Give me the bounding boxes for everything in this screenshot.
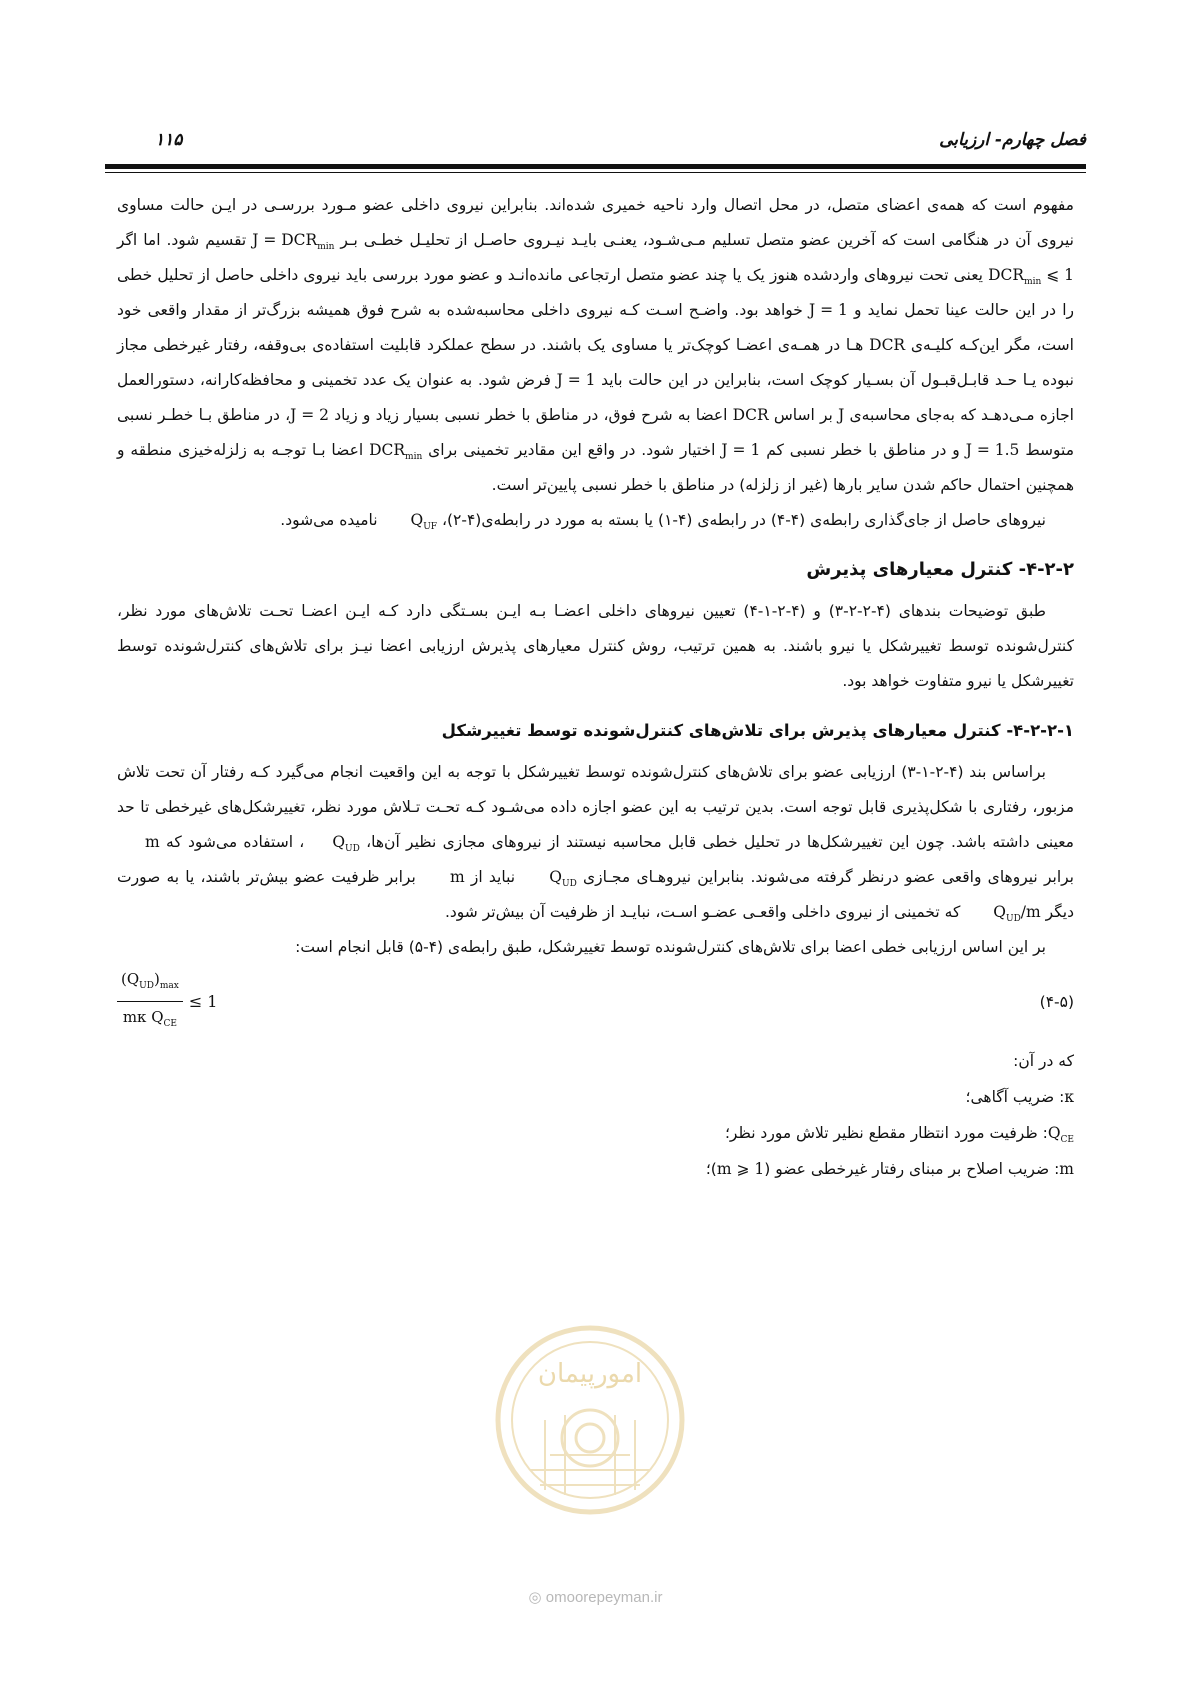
math-m: m [145, 833, 160, 851]
math-q-ud: $Q_{UD}$ [549, 868, 577, 890]
text-line: یعنی تحت نیروهای واردشده هنوز یک یا چند عضو متصل ارتجاعی مانده‌انـد و [495, 266, 983, 284]
math-j-2: J = 2 [290, 406, 330, 424]
equation-denominator: mκ $Q_{CE}$ [122, 1007, 177, 1029]
page-content [117, 188, 1074, 1187]
watermark-stamp-icon [490, 1320, 690, 1520]
text-line: که تخمینی از نیروی داخلی واقعـی عضـو اسـت، نبایـد از [603, 903, 961, 921]
definitions-intro: که در آن: [1013, 1052, 1074, 1070]
text-line: ظرفیت آن بیش‌تر شود. [444, 903, 599, 921]
text-line: و در مناطق با خطر نسبی کم [766, 441, 960, 459]
header-rule-thin [105, 172, 1086, 173]
subsection-heading: ۴-۲-۲-۱- کنترل معیارهای پذیرش برای تلاش‌های کنترل‌شونده توسط تغییرشکل [441, 721, 1074, 740]
text-line: برابر نیروهای واقعی عضو درنظر گرفته می‌شوند. بنابراین نیروهـای مجـازی [583, 868, 1074, 886]
text-line: کوچک‌تر یا مساوی یک باشند. در سطح عملکرد قابلیت استفاده‌ی بی‌وقفه، رفتار غیرخطی مجاز نبوده یـا حـد قابـل‌قبـول آن بسـیار [117, 336, 1074, 389]
math-j-1-5: J = 1.5 [965, 441, 1020, 459]
text-line: که به‌جای محاسبه‌ی [849, 406, 976, 424]
math-j: J [838, 406, 845, 424]
paragraph-2 [117, 503, 1074, 538]
definition-qce: $Q_{CE}$: ظرفیت مورد انتظار مقطع نظیر تلاش مورد نظر؛ [725, 1124, 1074, 1146]
text-line: نیروی داخلی محاسبه‌شده به شرح فوق همیشه بزرگ‌تر از مقدار واقعی خود است، مگر این‌کـه کلیـه‌ی [117, 301, 1074, 354]
paragraph-5: بر این اساس ارزیابی خطی اعضا برای تلاش‌های کنترل‌شونده توسط تغییرشکل، طبق رابطه‌ی (۴-۵) قابل انجام است: [295, 938, 1046, 956]
text-line: به زلزله‌خیزی منطقه و همچنین احتمال حاکم شدن سایر بارها (غیر از زلزله) در مناطق با خطر نسبی پایین‌تر است. [117, 441, 1074, 494]
paragraph-3 [117, 594, 1074, 699]
math-dcr: DCR [869, 336, 906, 354]
text-line: عضو مورد بررسی باید نیروی داخلی حاصل از تحلیل خطی را در این حالت عینا تحمل نماید و [117, 266, 1074, 319]
globe-icon: ◎ [528, 1589, 542, 1606]
chapter-title: فصل چهارم- ارزیابی [939, 130, 1086, 150]
text-line: رفتار آن تحت تلاش مزبور، رفتاری با شکل‌پذیری قابل توجه است. بدین ترتیب به این عضو اجازه داده می‌شـود کـه تحـت تـلاش [117, 763, 1074, 816]
math-j-1: J = 1 [809, 301, 848, 319]
math-dcr-min: $DCR_{min}$ [369, 441, 423, 463]
page-number: ۱۱۵ [155, 130, 183, 150]
equation-4-5 [117, 969, 1074, 1033]
watermark-stamp-text: امورپیمان [537, 1359, 643, 1389]
text-line: ، در مناطق بـا خطـر [157, 406, 291, 424]
header-rule-thick [105, 164, 1086, 169]
paragraph-4 [117, 755, 1074, 930]
text-line: هـا در همـه‌ی اعضـا [735, 336, 864, 354]
text-line: خواهد بود. واضـح اسـت کـه [619, 301, 803, 319]
page-header [105, 130, 1086, 160]
text-line: اختیار شود. در واقع این مقادیر تخمینی برای [428, 441, 716, 459]
text-line: حالت مساوی نیروی آن در هنگامی است که آخرین عضو متصل تسلیم مـی‌شـود، یعنـی بایـد نیـروی حاصـل از تحلیـل خطـی بـر [117, 196, 1074, 249]
text-line: برای تلاش‌های کنترل‌شونده توسط تغییرشکل یا نیرو متفاوت خواهد بود. [117, 637, 1074, 690]
text-line: اعضا به شرح فوق، در مناطق با خطر نسبی بسیار زیاد و زیاد [334, 406, 728, 424]
math-j-1: J = 1 [556, 371, 596, 389]
math-q-uf: $Q_{UF}$ [410, 511, 438, 533]
equation-fraction [117, 966, 183, 1037]
equation-rhs: ≤ 1 [188, 991, 218, 1011]
text-line: براساس بند (۴-۲-۱-۳) ارزیابی عضو برای تلاش‌های کنترل‌شونده توسط تغییرشکل با توجه به این واقعیت انجام می‌گیرد کـه [249, 763, 1046, 781]
definition-kappa: κ: ضریب آگاهی؛ [965, 1088, 1074, 1106]
website-text: omoorepeyman.ir [545, 1589, 663, 1606]
text-line: مورد نظر، تغییرشکل‌های غیرخطی تا حد معینی داشته باشد. چون این تغییرشکل‌ها در تحلیل خطی قابل محاسبه نیستند از نیروهای [117, 798, 1074, 851]
text-line: ، استفاده می‌شود که [166, 833, 305, 851]
text-line: مفهوم است که همه‌ی اعضای متصل، در محل اتصال وارد ناحیه خمیری شده‌اند. بنابراین نیروی داخلی عضو مـورد بررسـی در ایـن [211, 196, 1074, 214]
math-j-dcr-min: $J = DCR_{min}$ [252, 231, 335, 253]
text-line: مجازی نظیر آن‌ها، [366, 833, 486, 851]
math-dcr-min-le-1: $DCR_{min}$ ⩽ 1 [988, 266, 1075, 288]
text-line: تلاش‌های مورد نظر، کنترل‌شونده توسط تغییرشکل یا نیرو باشند. به همین ترتیب، روش کنترل معیارهای پذیرش ارزیابی اعضا نیـز [117, 602, 1074, 655]
text-line: نامیده می‌شود. [280, 511, 378, 529]
equation-numerator: $(Q_{UD})_{max}$ [117, 966, 183, 1002]
section-heading: ۴-۲-۲- کنترل معیارهای پذیرش [806, 559, 1074, 580]
text-line: برابر ظرفیت عضو بیش‌تر باشند، یا به صورت دیگر [117, 868, 1074, 921]
text-line: کوچک است، بنابراین در این حالت باید [601, 371, 849, 389]
math-q-ud: $Q_{UD}$ [332, 833, 360, 855]
watermark-website [0, 1588, 1191, 1606]
text-line: بر اساس [773, 406, 833, 424]
math-j-1: J = 1 [721, 441, 761, 459]
text-line: فرض شود. به عنوان یک عدد تخمینی و محافظه‌کارانه، دستورالعمل اجازه مـی‌دهـد [117, 371, 1074, 424]
text-line: نسبی متوسط [117, 406, 1074, 459]
equation-body [117, 969, 217, 1033]
definitions-list [117, 1043, 1074, 1187]
math-m: m [449, 868, 465, 886]
text-line: اعضا بـا توجـه [271, 441, 364, 459]
paragraph-1 [117, 188, 1074, 503]
equation-number: (۴-۵) [1039, 993, 1074, 1011]
math-dcr: DCR [732, 406, 769, 424]
math-q-ud-over-m: $Q_{UD}/m$ [993, 903, 1041, 925]
definition-m: m: ضریب اصلاح بر مبنای رفتار غیرخطی عضو (m ⩾ 1)؛ [705, 1160, 1074, 1178]
text-line: تقسیم شود. اما اگر [117, 231, 247, 249]
text-line: طبق توضیحات بندهای (۴-۲-۲-۳) و (۴-۲-۱-۴) تعیین نیروهای داخلی اعضـا بـه ایـن بسـتگی دارد کـه ایـن اعضـا تحـت [259, 602, 1046, 620]
text-line: نباید از [470, 868, 516, 886]
text-line: نیروهای حاصل از جای‌گذاری رابطه‌ی (۴-۴) در رابطه‌ی (۴-۱) یا بسته به مورد در رابطه‌ی(۴-۲)، [441, 511, 1046, 529]
